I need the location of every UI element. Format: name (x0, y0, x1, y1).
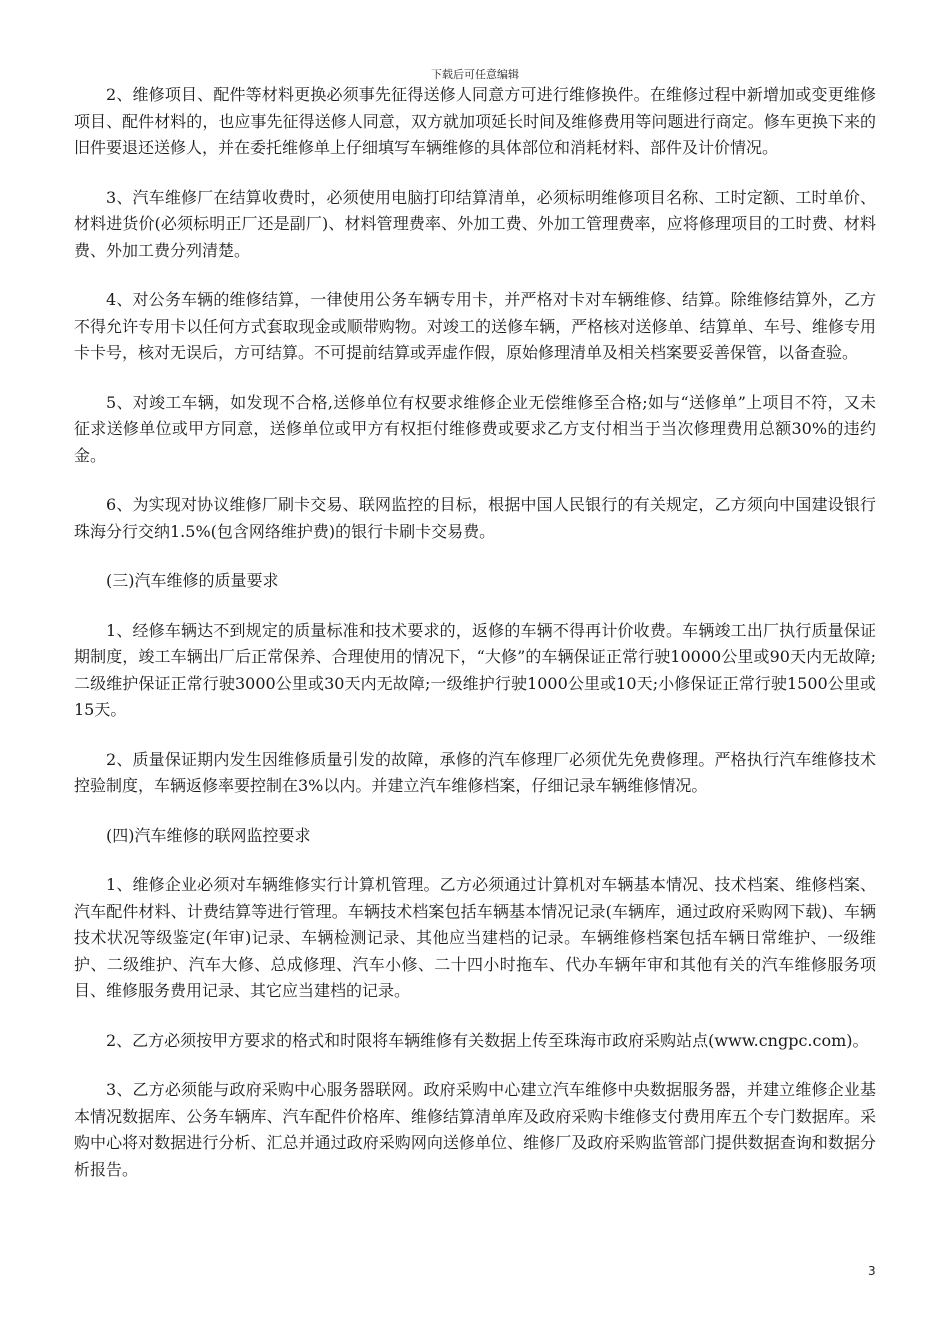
paragraph: 5、对竣工车辆，如发现不合格,送修单位有权要求维修企业无偿维修至合格;如与“送修单”上项目不符，又未征求送修单位或甲方同意，送修单位或甲方有权拒付维修费或要求乙方支付相当于当次修理费用总额30%的违约金。 (74, 392, 876, 465)
document-body (74, 82, 876, 1206)
paragraph: 4、对公务车辆的维修结算，一律使用公务车辆专用卡，并严格对卡对车辆维修、结算。除维修结算外，乙方不得允许专用卡以任何方式套取现金或顺带购物。对竣工的送修车辆，严格核对送修单、结算单、车号、维修专用卡卡号，核对无误后，方可结算。不可提前结算或弄虚作假，原始修理清单及相关档案要妥善保管，以备查验。 (74, 290, 876, 362)
paragraph: 3、乙方必须能与政府采购中心服务器联网。政府采购中心建立汽车维修中央数据服务器，并建立维修企业基本情况数据库、公务车辆库、汽车配件价格库、维修结算清单库及政府采购卡维修支付费用库五个专门数据库。采购中心将对数据进行分析、汇总并通过政府采购网向送修单位、维修厂及政府采购监管部门提供数据查询和数据分析报告。 (74, 1080, 876, 1179)
paragraph: 2、质量保证期内发生因维修质量引发的故障，承修的汽车修理厂必须优先免费修理。严格执行汽车维修技术控验制度，车辆返修率要控制在3%以内。并建立汽车维修档案，仔细记录车辆维修情况。 (74, 749, 876, 795)
header-note: 下载后可任意编辑 (431, 68, 519, 81)
paragraph: 6、为实现对协议维修厂刷卡交易、联网监控的目标，根据中国人民银行的有关规定，乙方须向中国建设银行珠海分行交纳1.5%(包含网络维护费)的银行卡刷卡交易费。 (74, 495, 876, 541)
paragraph: 2、乙方必须按甲方要求的格式和时限将车辆维修有关数据上传至珠海市政府采购站点(www.cngpc.com)。 (106, 1030, 869, 1050)
section-heading: (四)汽车维修的联网监控要求 (106, 825, 311, 845)
section-heading: (三)汽车维修的质量要求 (106, 571, 279, 590)
page-number: 3 (868, 1264, 876, 1278)
paragraph: 1、维修企业必须对车辆维修实行计算机管理。乙方必须通过计算机对车辆基本情况、技术档案、维修档案、汽车配件材料、计费结算等进行管理。车辆技术档案包括车辆基本情况记录(车辆库，通过政府采购网下载)、车辆技术状况等级鉴定(年审)记录、车辆检测记录、其他应当建档的记录。车辆维修档案包括车辆日常维护、一级维护、二级维护、汽车大修、总成修理、汽车小修、二十四小时拖车、代办车辆年审和其他有关的汽车维修服务项目、维修服务费用记录、其它应当建档的记录。 (74, 875, 876, 1000)
paragraph: 2、维修项目、配件等材料更换必须事先征得送修人同意方可进行维修换件。在维修过程中新增加或变更维修项目、配件材料的，也应事先征得送修人同意，双方就加项延长时间及维修费用等问题进行商定。修车更换下来的旧件要退还送修人，并在委托维修单上仔细填写车辆维修的具体部位和消耗材料、部件及计价情况。 (74, 85, 876, 157)
paragraph: 3、汽车维修厂在结算收费时，必须使用电脑打印结算清单，必须标明维修项目名称、工时定额、工时单价、材料进货价(必须标明正厂还是副厂)、材料管理费率、外加工费、外加工管理费率，应将修理项目的工时费、材料费、外加工费分列清楚。 (74, 187, 876, 260)
paragraph: 1、经修车辆达不到规定的质量标准和技术要求的，返修的车辆不得再计价收费。车辆竣工出厂执行质量保证期制度，竣工车辆出厂后正常保养、合理使用的情况下，“大修”的车辆保证正常行驶10000公里或90天内无故障;二级维护保证正常行驶3000公里或30天内无故障;一级维护行驶1000公里或10天;小修保证正常行驶1500公里或15天。 (74, 620, 876, 719)
